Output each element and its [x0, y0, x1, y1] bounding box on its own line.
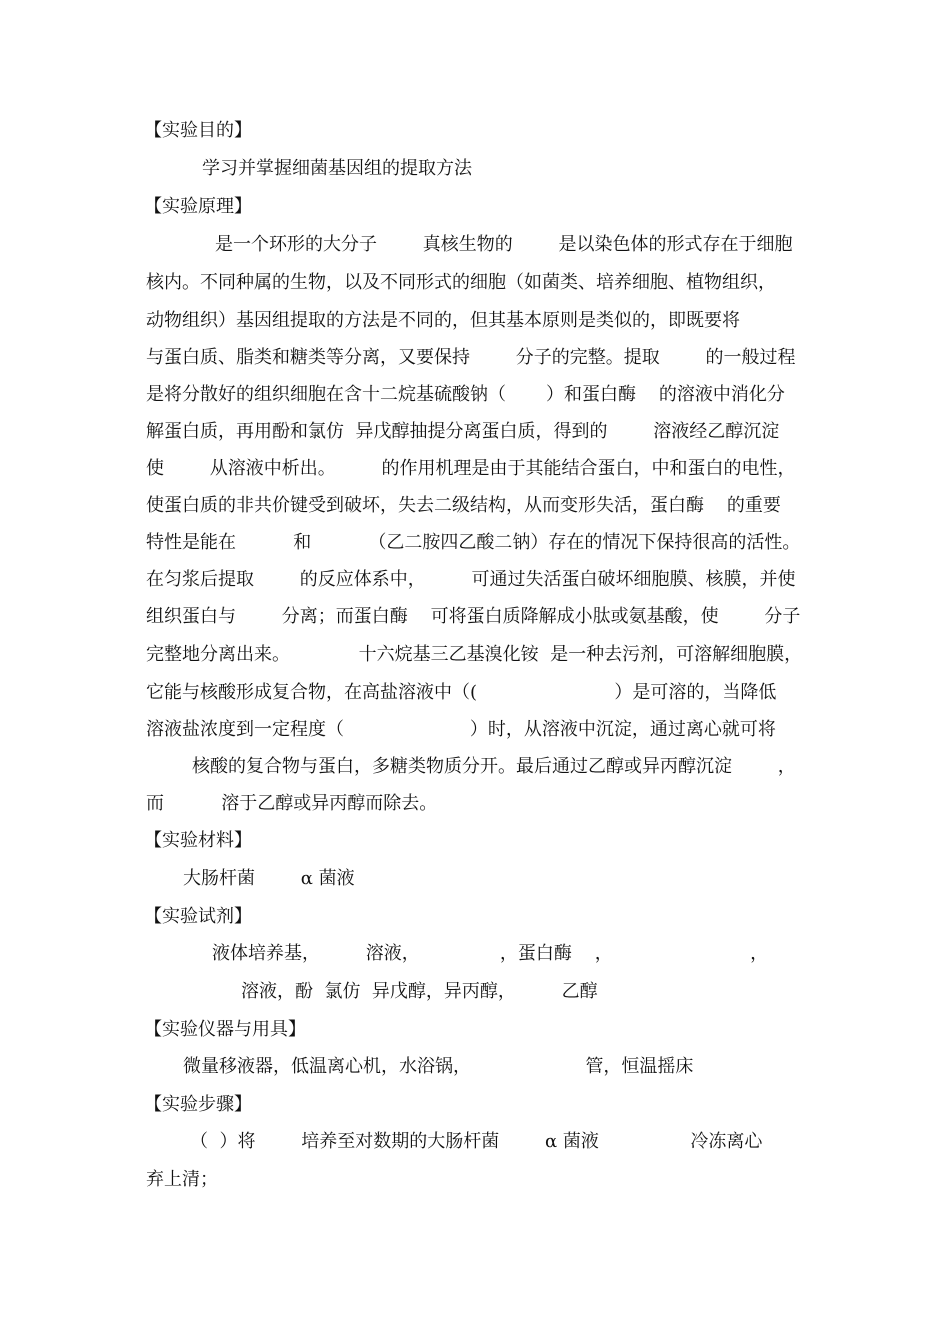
principle-line: 与蛋白质、脂类和糖类等分离，又要保持 分子的完整。提取 的一般过程 [146, 347, 796, 368]
reagents-line: 液体培养基， 溶液， ，蛋白酶 ， ， [212, 943, 769, 964]
principle-line: 解蛋白质，再用酚和氯仿 异戊醇抽提分离蛋白质，得到的 溶液经乙醇沉淀 [146, 421, 780, 442]
principle-line: 特性是能在 和 （乙二胺四乙酸二钠）存在的情况下保持很高的活性。 [146, 532, 801, 553]
steps-line: （ ）将 培养至对数期的大肠杆菌 α 菌液 冷冻离心 [190, 1131, 763, 1152]
instruments-line: 微量移液器，低温离心机，水浴锅， 管，恒温摇床 [183, 1056, 694, 1077]
purpose-heading: 【实验目的】 [144, 120, 252, 141]
reagents-line: 溶液，酚 氯仿 异戊醇，异丙醇， 乙醇 [241, 981, 598, 1002]
principle-line: 组织蛋白与 分离；而蛋白酶 可将蛋白质降解成小肽或氨基酸，使 分子 [146, 606, 801, 627]
principle-line: 是将分散好的组织细胞在含十二烷基硫酸钠（ ）和蛋白酶 的溶液中消化分 [146, 384, 785, 405]
steps-line: 弃上清； [146, 1169, 218, 1190]
materials-line: 大肠杆菌 α 菌液 [183, 868, 355, 889]
reagents-heading: 【实验试剂】 [144, 906, 252, 927]
instruments-heading: 【实验仪器与用具】 [144, 1019, 306, 1040]
purpose-line: 学习并掌握细菌基因组的提取方法 [202, 158, 472, 179]
principle-heading: 【实验原理】 [144, 196, 252, 217]
principle-line: 它能与核酸形成复合物，在高盐溶液中（( ）是可溶的，当降低 [146, 682, 777, 703]
principle-line: 动物组织）基因组提取的方法是不同的，但其基本原则是类似的，即既要将 [146, 310, 740, 331]
principle-line: 使 从溶液中析出。 的作用机理是由于其能结合蛋白，中和蛋白的电性， [146, 458, 796, 479]
principle-line: 使蛋白质的非共价键受到破坏，失去二级结构，从而变形失活，蛋白酶 的重要 [146, 495, 781, 516]
materials-heading: 【实验材料】 [144, 830, 252, 851]
principle-line: 核酸的复合物与蛋白，多糖类物质分开。最后通过乙醇或异丙醇沉淀 ， [192, 756, 796, 777]
steps-heading: 【实验步骤】 [144, 1094, 252, 1115]
principle-line: 完整地分离出来。 十六烷基三乙基溴化铵 是一种去污剂，可溶解细胞膜， [146, 644, 803, 665]
principle-line: 是一个环形的大分子 真核生物的 是以染色体的形式存在于细胞 [215, 234, 793, 255]
principle-line: 在匀浆后提取 的反应体系中， 可通过失活蛋白破坏细胞膜、核膜，并使 [146, 569, 796, 590]
principle-line: 核内。不同种属的生物，以及不同形式的细胞（如菌类、培养细胞、植物组织， [146, 272, 776, 293]
principle-line: 溶液盐浓度到一定程度（ ）时，从溶液中沉淀，通过离心就可将 [146, 719, 776, 740]
principle-line: 而 溶于乙醇或异丙醇而除去。 [146, 793, 438, 814]
